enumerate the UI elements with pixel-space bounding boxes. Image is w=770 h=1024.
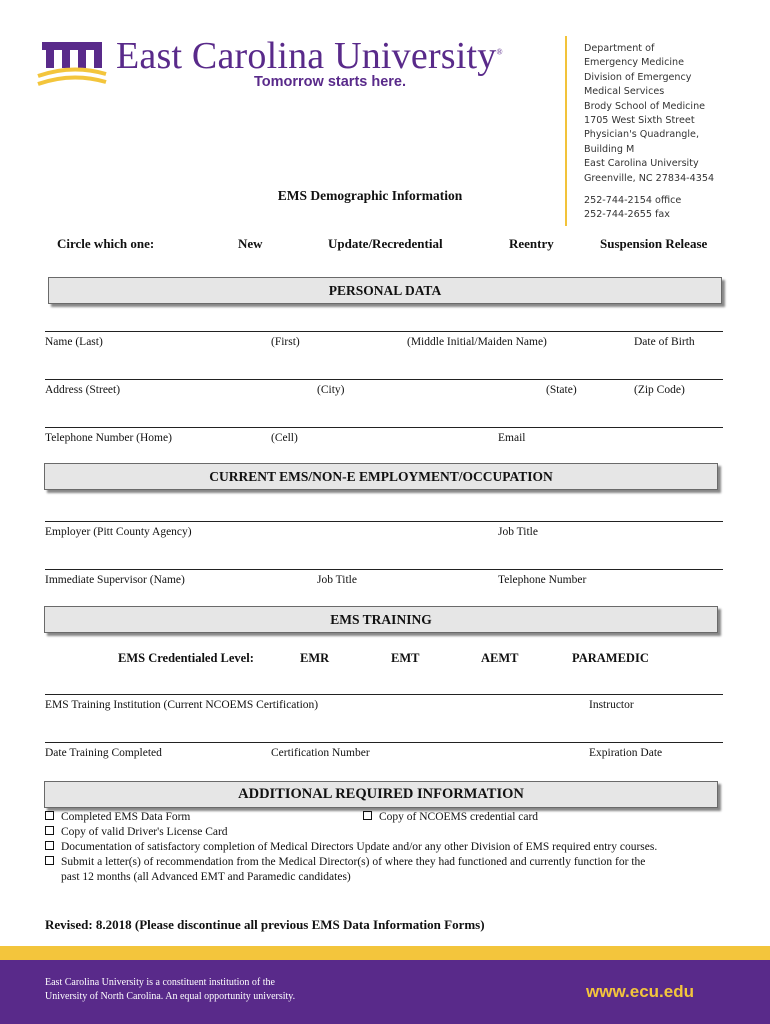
footer-gold-band (0, 946, 770, 960)
checkbox-icon[interactable] (45, 826, 54, 835)
label-state: (State) (546, 384, 577, 396)
label-date-completed: Date Training Completed (45, 747, 162, 759)
label-cell: (Cell) (271, 432, 298, 444)
credentialed-level-label: EMS Credentialed Level: (118, 651, 254, 665)
telephone-line[interactable] (45, 427, 723, 428)
tagline: Tomorrow starts here. (254, 74, 407, 90)
checklist-item-data-form[interactable]: Completed EMS Data Form (45, 810, 190, 825)
training-date-line[interactable] (45, 742, 723, 743)
checklist-item-recommendation-continued: past 12 months (all Advanced EMT and Paramedic candidates) (61, 871, 351, 883)
label-middle-name: (Middle Initial/Maiden Name) (407, 336, 547, 348)
label-telephone: Telephone Number (498, 574, 587, 586)
option-new[interactable]: New (238, 236, 263, 251)
label-training-institution: EMS Training Institution (Current NCOEMS Certification) (45, 699, 319, 711)
university-name: East Carolina University® (116, 35, 503, 77)
label-last-name: Name (Last) (45, 336, 103, 348)
level-paramedic[interactable]: PARAMEDIC (572, 651, 649, 665)
ecu-logo-mark-icon (36, 38, 108, 90)
ecu-logo (36, 34, 506, 104)
employment-heading: CURRENT EMS/NON-E EMPLOYMENT/OCCUPATION (44, 463, 718, 490)
checklist-item-drivers-license[interactable]: Copy of valid Driver's License Card (45, 825, 228, 840)
label-supervisor: Immediate Supervisor (Name) (45, 574, 185, 586)
label-email: Email (498, 432, 526, 444)
label-first-name: (First) (271, 336, 300, 348)
checkbox-icon[interactable] (45, 856, 54, 865)
footer-website-link[interactable]: www.ecu.edu (586, 982, 695, 1001)
option-reentry[interactable]: Reentry (509, 236, 554, 251)
name-line[interactable] (45, 331, 723, 332)
label-expiration-date: Expiration Date (589, 747, 663, 759)
option-suspension-release[interactable]: Suspension Release (600, 236, 708, 251)
level-emt[interactable]: EMT (391, 651, 420, 665)
label-home-phone: Telephone Number (Home) (45, 432, 172, 444)
label-zip: (Zip Code) (634, 384, 685, 396)
ems-training-heading: EMS TRAINING (44, 606, 718, 633)
checklist-item-ncoems-card[interactable]: Copy of NCOEMS credential card (363, 810, 538, 825)
additional-info-heading: ADDITIONAL REQUIRED INFORMATION (44, 781, 718, 808)
fax-number: 252-744-2655 fax (584, 209, 670, 221)
employer-line[interactable] (45, 521, 723, 522)
label-certification-number: Certification Number (271, 747, 370, 759)
label-city: (City) (317, 384, 345, 396)
department-address: Department of Emergency Medicine Division of Emergency Medical Services Brody School of Medicine 1705 West Sixth Street Physician's Quadrangle, Building M East Carolina University Greenville, NC 27834-4354 252-744-2154 office 252-744-2655 fax (584, 42, 714, 223)
level-emr[interactable]: EMR (300, 651, 330, 665)
label-employer: Employer (Pitt County Agency) (45, 526, 192, 538)
label-supervisor-job-title: Job Title (317, 574, 357, 586)
checklist-item-medical-directors-update[interactable]: Documentation of satisfactory completion of Medical Directors Update and/or any other Division of EMS required entry courses. (45, 840, 657, 855)
form-title: EMS Demographic Information (277, 188, 463, 203)
supervisor-line[interactable] (45, 569, 723, 570)
label-instructor: Instructor (589, 699, 634, 711)
label-street: Address (Street) (45, 384, 121, 396)
address-line[interactable] (45, 379, 723, 380)
checkbox-icon[interactable] (45, 811, 54, 820)
office-phone: 252-744-2154 office (584, 195, 682, 207)
personal-data-heading: PERSONAL DATA (48, 277, 722, 304)
label-date-of-birth: Date of Birth (634, 336, 695, 348)
circle-prompt: Circle which one: (57, 236, 155, 251)
footer-note: East Carolina University is a constituent institution of the University of North Carolina. An equal opportunity university. (45, 977, 296, 1002)
level-aemt[interactable]: AEMT (481, 651, 519, 665)
checklist-item-recommendation-letter[interactable]: Submit a letter(s) of recommendation from the Medical Director(s) of where they had functioned and currently function for the (45, 855, 645, 870)
training-institution-line[interactable] (45, 694, 723, 695)
label-job-title: Job Title (498, 526, 538, 538)
checkbox-icon[interactable] (45, 841, 54, 850)
option-update-recredential[interactable]: Update/Recredential (328, 236, 443, 251)
checkbox-icon[interactable] (363, 811, 372, 820)
revision-note: Revised: 8.2018 (Please discontinue all previous EMS Data Information Forms) (45, 917, 485, 932)
